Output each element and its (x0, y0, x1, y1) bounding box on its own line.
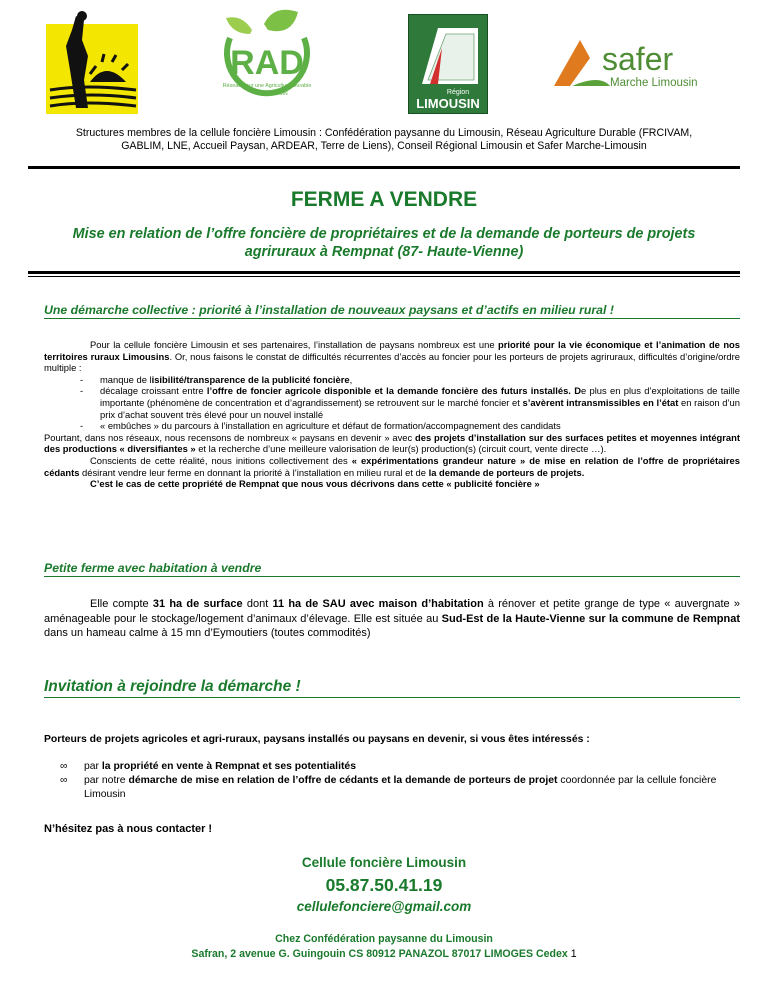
svg-text:Région: Région (446, 89, 470, 96)
safer-logo (550, 36, 710, 92)
svg-text:en LIMOUSIN: en LIMOUSIN (256, 91, 288, 97)
bottom-rule-thin (28, 276, 740, 277)
section-heading-demarche: Une démarche collective : priorité à l’installation de nouveaux paysans et d’actifs en milieu rural ! (44, 303, 740, 319)
svg-text:Marche Limousin: Marche Limousin (610, 77, 698, 89)
rad-logo (212, 8, 322, 112)
infinity-bullet-icon: ∞ (60, 761, 68, 772)
top-rule (28, 166, 740, 169)
svg-text:LIMOUSIN: LIMOUSIN (416, 96, 480, 111)
contact-email[interactable]: cellulefonciere@gmail.com (296, 899, 472, 914)
list-item: - décalage croissant entre l’offre de foncier agricole disponible et la demande foncière des futurs installés. De plus en plus d’exploitations de taille importante (phénomène de concentration et d’agrandissement) se retrouvent sur le marché foncier et s’avèrent intransmissibles en l’état en raison d’un prix d’achat souvent très élevé pour un nouvel installé (80, 385, 740, 420)
list-item: ∞ par la propriété en vente à Rempnat et ses potentialités (60, 761, 356, 772)
list-item: - manque de lisibilité/transparence de la publicité foncière, (80, 373, 353, 385)
logo-bar (0, 8, 768, 120)
section-demarche-body: Pour la cellule foncière Limousin et ses partenaires, l’installation de paysans nombreux est une priorité pour la vie économique et l’animation de nos territoires ruraux Limousins. Or, nous faisons le constat de difficultés récurrentes d’accès au foncier pour les porteurs de projets agriruraux, difficultés d’origine/ordre multiple : - manque de lisibilité/transparence de la publicité foncière, - décalage croissant entre l’offre de foncier agricole disponible et la demande foncière des futurs installés. De plus en plus d’exploitations de taille importante (phénomène de concentration et d’agrandissement) se retrouvent sur le marché foncier et s’avèrent intransmissibles en l’état en raison d’un prix d’achat souvent très élevé pour un nouvel installé - « embûches » du parcours à l’installation en agriculture et défaut de formation/accompagnement des candidats Pourtant, dans nos réseaux, nous recensons de nombreux « paysans en devenir » avec des projets d’installation sur des surfaces petites et moyennes intégrant des productions « diversifiantes » et la recherche d’une meilleure valorisation de leur(s) production(s) (circuit court, vente directe …). Conscients de cette réalité, nous initions collectivement des « expérimentations grandeur nature » de mise en relation de l’offre de propriétaires cédants désirant vendre leur ferme en donnant la priorité à l’installation en milieu rural et de la demande de porteurs de projets. C’est le cas de cette propriété de Rempnat que nous vous décrivons dans cette « publicité foncière » (44, 339, 740, 490)
contact-name: Cellule foncière Limousin (301, 855, 467, 870)
contact-phone[interactable]: 05.87.50.41.19 (325, 875, 443, 895)
section-ferme-body: Elle compte 31 ha de surface dont 11 ha de SAU avec maison d’habitation à rénover et petite grange de type « auvergnate » aménageable pour le stockage/logement d’animaux d’élevage. Elle est située au Sud-Est de la Haute-Vienne sur la commune de Rempnat dans un hameau calme à 15 mn d’Eymoutiers (toutes commodités) (44, 598, 741, 639)
page-subtitle: Mise en relation de l’offre foncière de propriétaires et de la demande de porteurs de projets agriruraux à Rempnat (87- Haute-Vienne) (72, 226, 696, 260)
contact-chez: Chez Confédération paysanne du Limousin (275, 933, 493, 945)
invitation-list (60, 760, 740, 802)
rad-logo-text: RAD (230, 44, 304, 82)
list-item: - « embûches » du parcours à l’installation en agriculture et défaut de formation/accompagnement des candidats (80, 420, 561, 432)
section-heading-invitation: Invitation à rejoindre la démarche ! (44, 678, 740, 698)
region-limousin-logo (408, 14, 488, 114)
svg-text:safer: safer (602, 41, 674, 77)
confederation-paysanne-logo (46, 10, 138, 114)
list-item: ∞ par notre démarche de mise en relation de l’offre de cédants et la demande de porteurs de projet coordonnée par la cellule foncière Limousin (60, 775, 717, 800)
page-number: 1 (570, 948, 577, 960)
page-title: FERME A VENDRE (290, 188, 478, 211)
bottom-rule-thick (28, 271, 740, 274)
svg-text:Réseau pour une Agriculture Du: Réseau pour une Agriculture Durable (222, 83, 312, 89)
member-structures: Structures membres de la cellule foncière Limousin : Confédération paysanne du Limousin, Réseau Agriculture Durable (FRCIVAM, GABLIM, LNE, Accueil Paysan, ARDEAR, Terre de Liens), Conseil Régional Limousin et Safer Marche-Limousin (75, 127, 693, 152)
contact-address: Safran, 2 avenue G. Guingouin CS 80912 PANAZOL 87017 LIMOGES Cedex 1 (191, 948, 577, 960)
infinity-bullet-icon: ∞ (60, 775, 68, 786)
invitation-intro: Porteurs de projets agricoles et agri-ruraux, paysans installés ou paysans en devenir, si vous êtes intéressés : (44, 734, 590, 745)
contact-call-to-action: N’hésitez pas à nous contacter ! (44, 823, 213, 835)
section-heading-ferme: Petite ferme avec habitation à vendre (44, 561, 740, 577)
